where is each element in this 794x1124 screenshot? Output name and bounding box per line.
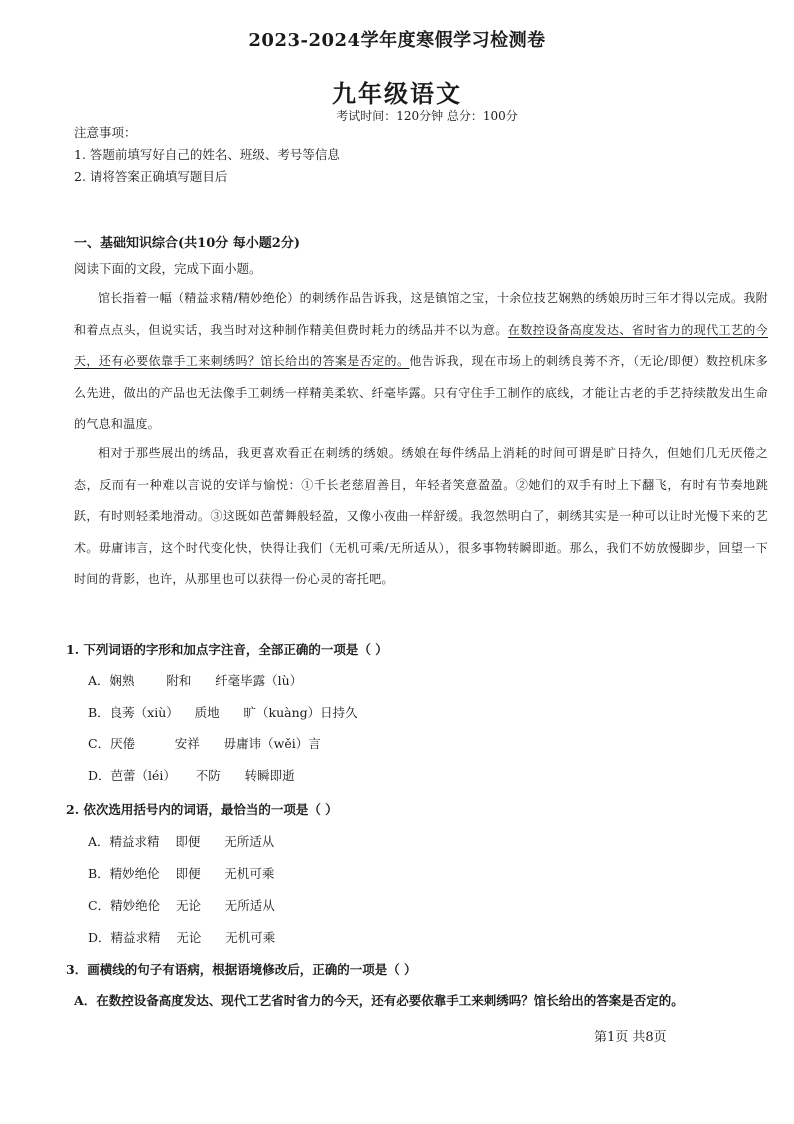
section-instruction: 阅读下面的文段，完成下面小题。 [74,261,262,276]
question-option: C．厌倦 安祥 毋庸讳（wěi）言 [88,736,321,751]
note-item: 2. 请将答案正确填写题目后 [74,169,228,184]
question-option: A．精益求精 即便 无所适从 [88,834,275,849]
subject-title: 九年级语文 [332,79,462,108]
question-option: B．精妙绝伦 即便 无机可乘 [88,866,275,881]
question-stem: 1. 下列词语的字形和加点字注音，全部正确的一项是（ ） [66,642,388,657]
passage-paragraph-1 [74,283,768,441]
question-stem: 2. 依次选用括号内的词语，最恰当的一项是（ ） [66,802,338,817]
passage-text: 他告诉我，现在市场上的刺绣良莠不齐，（无论/即便）数控机床多么先进，做出的产品也无法像手工刺绣一样精美柔软、纤毫毕露。只有守住手工制作的底线，才能让古老的手艺持续散发出生命的气息和温度。 [74,354,768,431]
note-item: 1. 答题前填写好自己的姓名、班级、考号等信息 [74,147,340,162]
question-option: C．精妙绝伦 无论 无所适从 [88,898,275,913]
exam-info: 考试时间：120分钟 总分：100分 [336,109,518,123]
exam-title: 2023-2024学年度寒假学习检测卷 [248,30,546,51]
question-option: A．娴熟 附和 纤毫毕露（lù） [88,673,303,688]
question-option: B．良莠（xiù） 质地 旷（kuàng）日持久 [88,705,358,720]
passage-paragraph-2: 相对于那些展出的绣品，我更喜欢看正在刺绣的绣娘。绣娘在每件绣品上消耗的时间可谓是旷日持久，但她们几无厌倦之态，反而有一种难以言说的安详与愉悦：①千长老慈眉善目，年轻者笑意盈盈。②她们的双手有时上下翻飞，有时有节奏地跳跃，有时则轻柔地滑动。③这既如芭蕾舞般轻盈，又像小夜曲一样舒缓。我忽然明白了，刺绣其实是一种可以让时光慢下来的艺术。毋庸讳言，这个时代变化快，快得让我们（无机可乘/无所适从），很多事物转瞬即逝。那么，我们不妨放慢脚步，回望一下时间的背影，也许，从那里也可以获得一份心灵的寄托吧。 [74,446,768,586]
question-option: D．芭蕾（léi） 不防 转瞬即逝 [88,768,295,783]
notes-block [74,122,340,188]
question-stem: 3．画横线的句子有语病，根据语境修改后，正确的一项是（ ） [66,962,417,977]
question-option: A．在数控设备高度发达、现代工艺省时省力的今天，还有必要依靠手工来刺绣吗？馆长给出的答案是否定的。 [74,993,684,1008]
question-option: D．精益求精 无论 无机可乘 [88,930,276,945]
underlined-sentence: 在数控设备高度发达、省时省力的现代工艺的今天，还有必要依靠手工来刺绣吗？馆长给出的答案是否定的。 [74,322,768,368]
passage-text: 馆长指着一幅（精益求精/精妙绝伦）的刺绣作品告诉我，这是镇馆之宝，十余位技艺娴熟的绣娘历时三年才得以完成。我附和着点点头，但说实话，我当时对这种制作精美但费时耗力的绣品并不以为意。 [74,291,768,337]
section-heading: 一、基础知识综合(共10分 每小题2分) [74,236,300,251]
page-number: 第1页 共8页 [594,1030,667,1045]
notes-heading: 注意事项： [74,125,137,140]
